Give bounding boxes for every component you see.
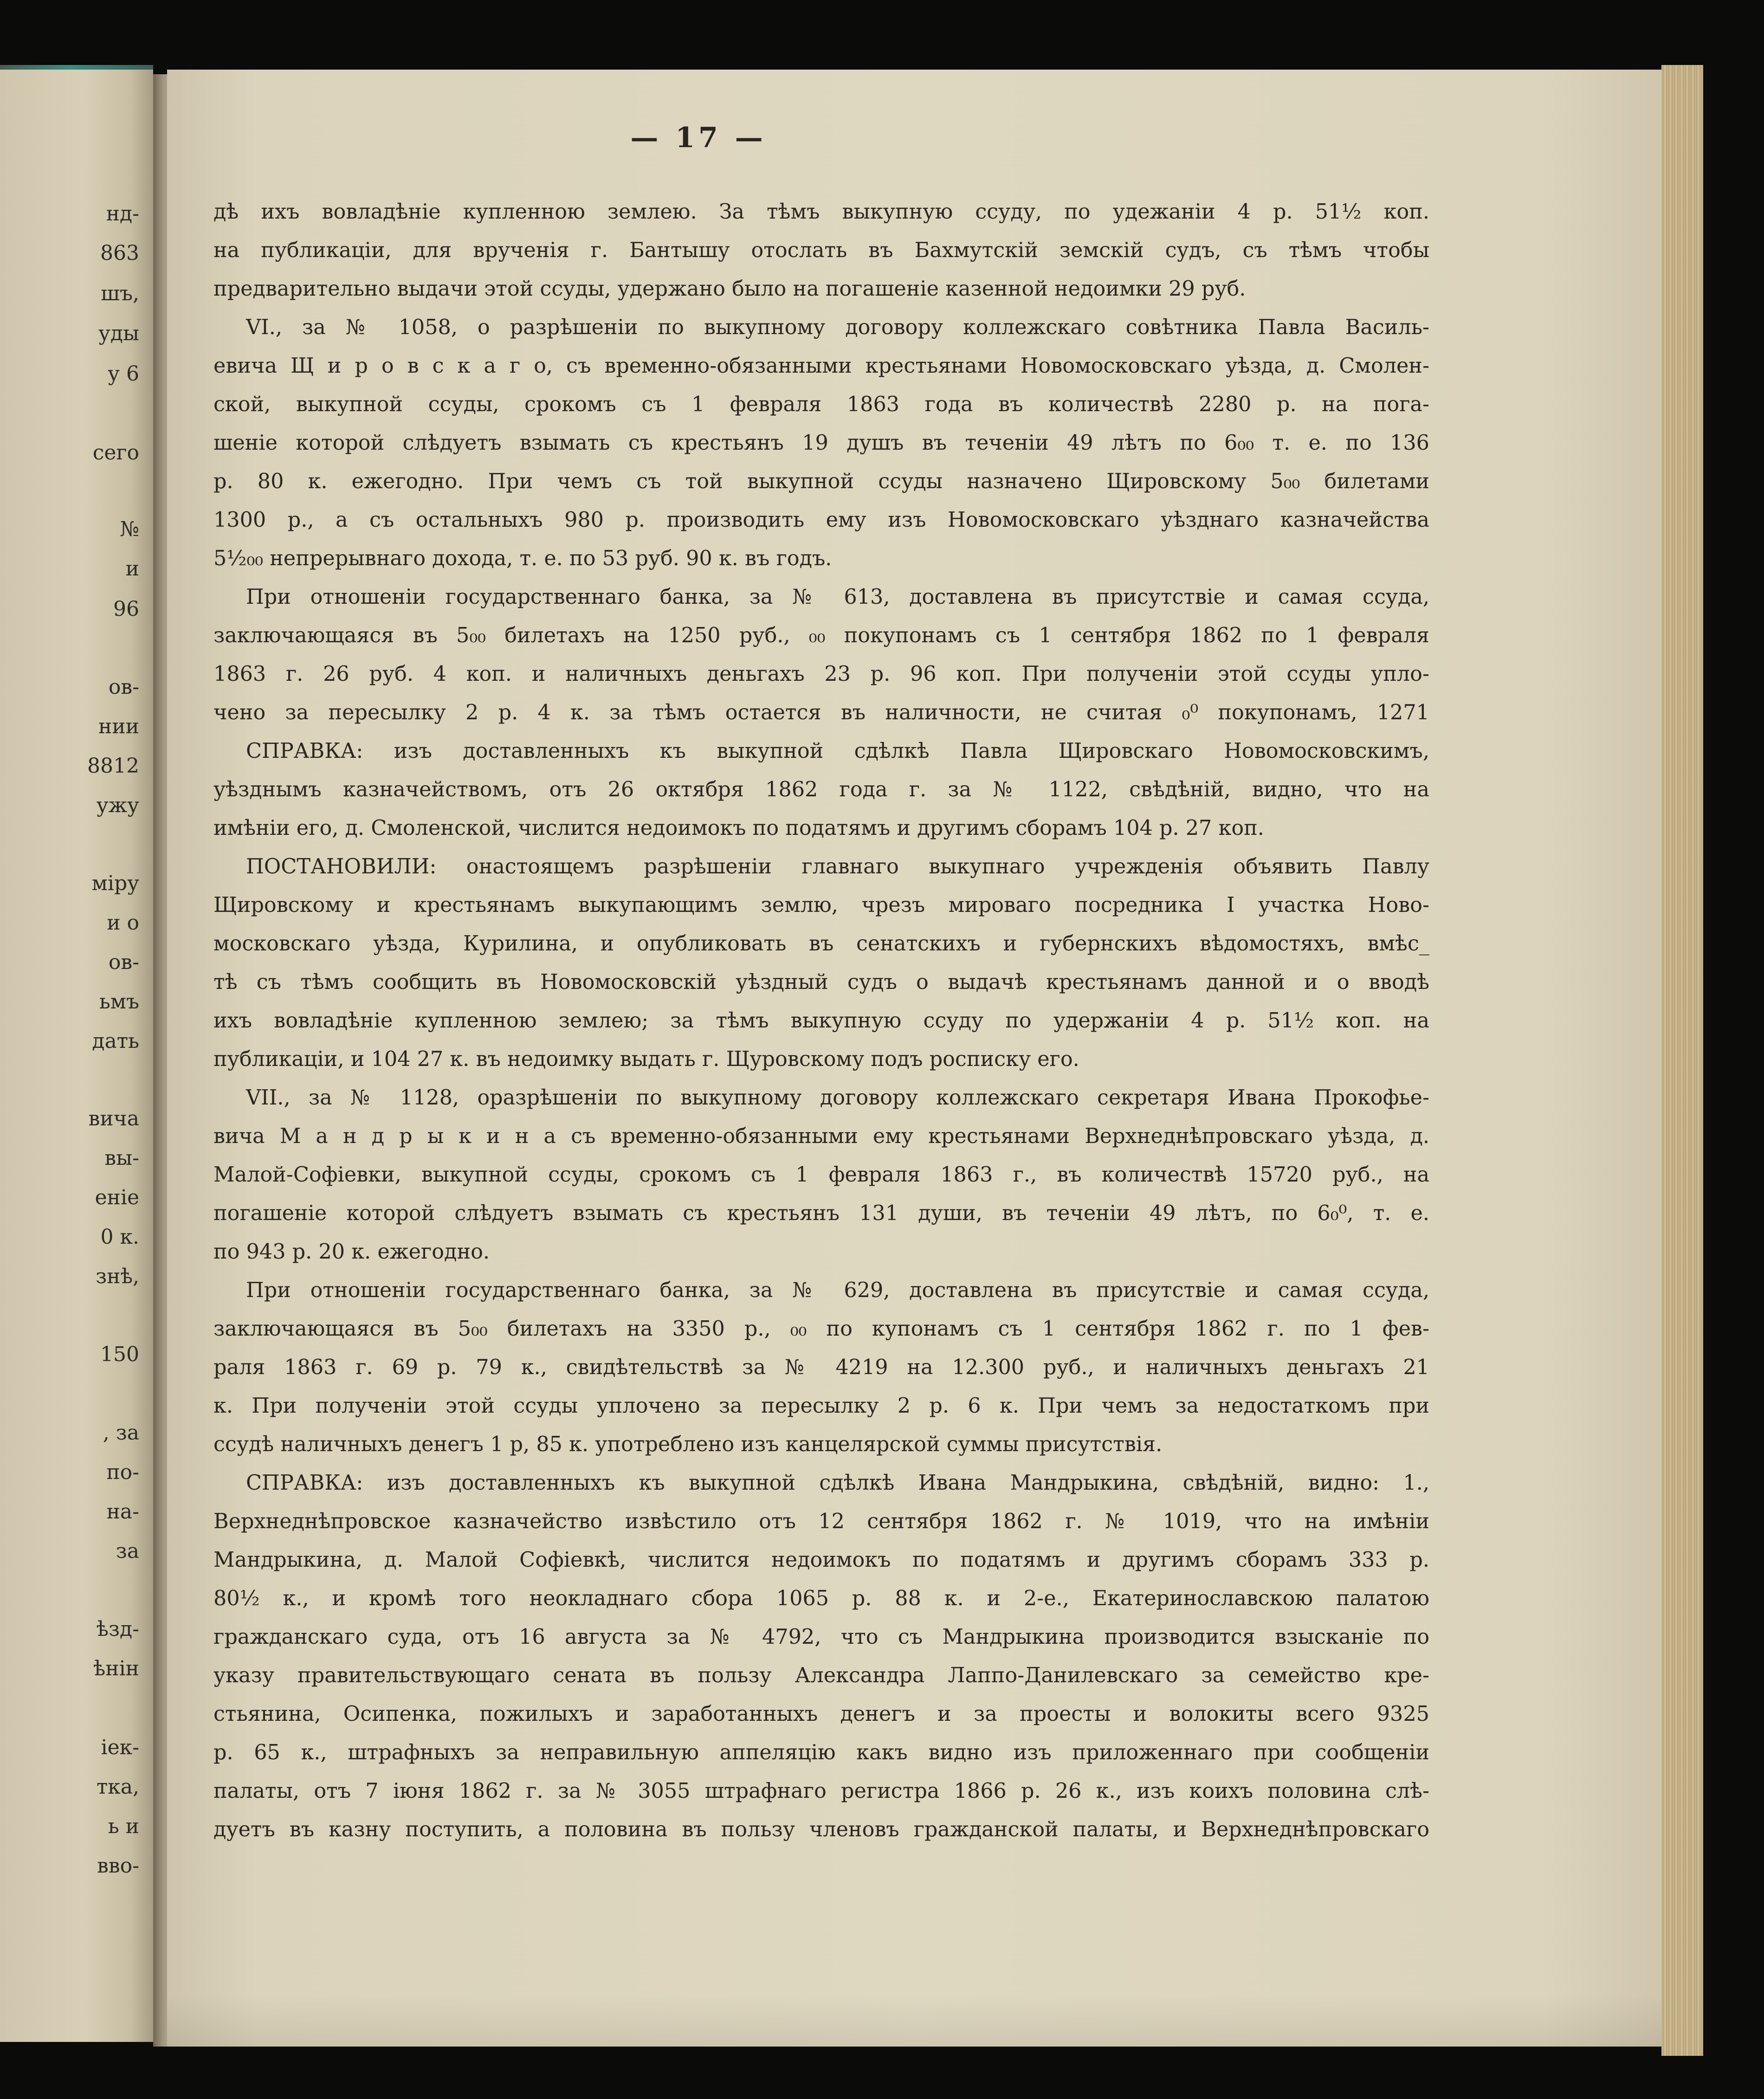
left-page-fragment: ѣнін — [93, 1657, 139, 1680]
left-page-fragment: 8812 — [87, 754, 139, 778]
left-page-fragment: знѣ, — [96, 1265, 139, 1288]
left-page-fragment: ов- — [108, 950, 139, 974]
text-line: 1300 р., а съ остальныхъ 980 р. производить ему изъ Новомосковскаго уѣзднаго казначейства — [213, 508, 1429, 532]
text-line: шеніе которой слѣдуетъ взымать съ крестьянъ 19 душъ въ теченіи 49 лѣтъ по 6₀₀ т. е. по 136 — [213, 431, 1429, 455]
left-page-fragment: міру — [91, 872, 139, 895]
left-page-fragment: 96 — [113, 597, 139, 621]
left-page-fragment: еніе — [95, 1186, 139, 1209]
left-page-fragment: ужу — [96, 794, 139, 817]
left-page-fragment: и — [125, 557, 139, 581]
text-line: Малой-Софіевки, выкупной ссуды, срокомъ съ 1 февраля 1863 г., въ количествѣ 15720 руб., на — [213, 1163, 1429, 1187]
left-page-fragment: іек- — [101, 1736, 139, 1759]
page-edge-stack — [1661, 65, 1703, 2056]
text-line: ПОСТАНОВИЛИ: онастоящемъ разрѣшеніи главнаго выкупнаго учрежденія объявить Павлу — [246, 855, 1429, 878]
left-page-fragment: по- — [106, 1460, 139, 1484]
text-line: дѣ ихъ вовладѣніе купленною землею. За тѣмъ выкупную ссуду, по удежаніи 4 р. 51½ коп. — [213, 200, 1429, 224]
text-line: вича М а н д р ы к и н а съ временно-обязанными ему крестьянами Верхнеднѣпровскаго уѣзда, д. — [213, 1124, 1429, 1148]
left-page-fragment: тка, — [96, 1775, 139, 1799]
left-page-fragment: шъ, — [101, 282, 139, 305]
text-line: 1863 г. 26 руб. 4 коп. и наличныхъ деньгахъ 23 р. 96 коп. При полученіи этой ссуды упло- — [213, 662, 1429, 686]
left-page-fragment: за — [116, 1539, 139, 1563]
text-line: р. 80 к. ежегодно. При чемъ съ той выкупной ссуды назначено Щировскому 5₀₀ билетами — [213, 470, 1429, 493]
text-line: указу правительствующаго сената въ пользу Александра Лаппо-Данилевскаго за семейство кре- — [213, 1664, 1429, 1687]
left-page-fragment: ѣзд- — [96, 1617, 139, 1641]
left-page-fragment: вво- — [97, 1854, 139, 1878]
text-line: стьянина, Осипенка, пожилыхъ и заработанныхъ денегъ и за проесты и волокиты всего 9325 — [213, 1702, 1429, 1726]
text-line: VII., за № 1128, оразрѣшеніи по выкупному договору коллежскаго секретаря Ивана Прокофье- — [246, 1086, 1429, 1110]
text-line: предварительно выдачи этой ссуды, удержано было на погашеніе казенной недоимки 29 руб. — [213, 277, 1246, 301]
left-page-fragment: ов- — [108, 675, 139, 699]
left-page-fragment: № — [120, 517, 139, 541]
left-page-fragment: ь и — [108, 1815, 139, 1838]
left-page-fragment: вича — [88, 1107, 139, 1130]
text-line: уѣзднымъ казначействомъ, отъ 26 октября 1862 года г. за № 1122, свѣдѣній, видно, что на — [213, 778, 1429, 801]
text-line: Верхнеднѣпровское казначейство извѣстило отъ 12 сентября 1862 г. № 1019, что на имѣніи — [213, 1510, 1429, 1533]
text-line: на публикаціи, для врученія г. Бантышу отослать въ Бахмутскій земскій судъ, съ тѣмъ чтобы — [213, 239, 1429, 262]
left-page-fragment: нии — [98, 715, 139, 738]
text-line: При отношеніи государственнаго банка, за № 613, доставлена въ присутствіе и самая ссуда, — [246, 585, 1429, 609]
text-line: р. 65 к., штрафныхъ за неправильную аппеляцію какъ видно изъ приложеннаго при сообщеніи — [213, 1741, 1429, 1764]
left-page-fragment: и о — [107, 911, 139, 935]
text-line: публикаціи, и 104 27 к. въ недоимку выдать г. Щуровскому подъ росписку его. — [213, 1047, 1079, 1071]
left-page-fragment: уды — [98, 322, 139, 345]
text-line: раля 1863 г. 69 р. 79 к., свидѣтельствѣ за № 4219 на 12.300 руб., и наличныхъ деньгахъ 21 — [213, 1356, 1429, 1379]
text-line: Мандрыкина, д. Малой Софіевкѣ, числится недоимокъ по податямъ и другимъ сборамъ 333 р. — [213, 1548, 1429, 1572]
left-page-fragment: вы- — [104, 1146, 139, 1170]
left-page-fragment: дать — [92, 1029, 139, 1053]
text-line: чено за пересылку 2 р. 4 к. за тѣмъ остается въ наличности, не считая ₀⁰ покупонамъ, 1271 — [213, 701, 1429, 724]
left-page-fragment: , за — [103, 1421, 139, 1445]
left-page-fragment: сего — [92, 441, 139, 465]
left-page-fragment: 0 к. — [100, 1225, 139, 1249]
text-line: заключающаяся въ 5₀₀ билетахъ на 3350 р., ₀₀ по купонамъ съ 1 сентября 1862 г. по 1 фев- — [213, 1317, 1429, 1341]
text-line: тѣ съ тѣмъ сообщить въ Новомосковскій уѣздный судъ о выдачѣ крестьянамъ данной и о вводѣ — [213, 970, 1429, 994]
text-line: к. При полученіи этой ссуды уплочено за пересылку 2 р. 6 к. При чемъ за недостаткомъ при — [213, 1394, 1429, 1418]
text-line: 80½ к., и кромѣ того неокладнаго сбора 1065 р. 88 к. и 2-е., Екатеринославскою палатою — [213, 1587, 1429, 1610]
page-bottom-shade — [167, 1996, 1661, 2047]
text-line: заключающаяся въ 5₀₀ билетахъ на 1250 руб., ₀₀ покупонамъ съ 1 сентября 1862 по 1 февраля — [213, 624, 1429, 647]
text-line: ссудѣ наличныхъ денегъ 1 р, 85 к. употреблено изъ канцелярской суммы присутствія. — [213, 1433, 1163, 1456]
text-line: СПРАВКА: изъ доставленныхъ къ выкупной сдѣлкѣ Павла Щировскаго Новомосковскимъ, — [246, 739, 1429, 763]
left-page-fragment: 150 — [100, 1343, 139, 1366]
left-page-fragment: нд- — [106, 202, 139, 226]
left-page-fragment: на- — [106, 1500, 139, 1524]
left-page-fragment: 863 — [100, 241, 139, 265]
text-line: При отношеніи государственнаго банка, за № 629, доставлена въ присутствіе и самая ссуда, — [246, 1279, 1429, 1302]
text-line: VI., за № 1058, о разрѣшеніи по выкупному договору коллежскаго совѣтника Павла Василь- — [246, 316, 1429, 339]
text-line: палаты, отъ 7 іюня 1862 г. за № 3055 штрафнаго регистра 1866 р. 26 к., изъ коихъ половина слѣ- — [213, 1779, 1429, 1803]
text-line: гражданскаго суда, отъ 16 августа за № 4792, что съ Мандрыкина производится взысканіе по — [213, 1625, 1429, 1649]
text-line: СПРАВКА: изъ доставленныхъ къ выкупной сдѣлкѣ Ивана Мандрыкина, свѣдѣній, видно: 1., — [246, 1471, 1429, 1495]
text-line: ихъ вовладѣніе купленною землею; за тѣмъ выкупную ссуду по удержаніи 4 р. 51½ коп. на — [213, 1009, 1429, 1033]
text-line: погашеніе которой слѣдуетъ взымать съ крестьянъ 131 души, въ теченіи 49 лѣтъ, по 6₀⁰, т. е. — [213, 1201, 1429, 1225]
text-line: 5½₀₀ непрерывнаго дохода, т. е. по 53 руб. 90 к. въ годъ. — [213, 547, 832, 570]
text-line: дуетъ въ казну поступить, а половина въ пользу членовъ гражданской палаты, и Верхнеднѣпровскаго — [213, 1818, 1429, 1841]
left-page-fragment: ьмъ — [99, 990, 139, 1014]
text-line: евича Щ и р о в с к а г о, съ временно-обязанными крестьянами Новомосковскаго уѣзда, д. Смолен- — [213, 354, 1429, 378]
text-line: ской, выкупной ссуды, срокомъ съ 1 февраля 1863 года въ количествѣ 2280 р. на пога- — [213, 393, 1429, 416]
text-line: Щировскому и крестьянамъ выкупающимъ землю, чрезъ мироваго посредника I участка Ново- — [213, 893, 1429, 917]
text-line: московскаго уѣзда, Курилина, и опубликовать въ сенатскихъ и губернскихъ вѣдомостяхъ, вмѣс_ — [213, 932, 1429, 956]
text-line: по 943 р. 20 к. ежегодно. — [213, 1240, 490, 1264]
left-page-fragment: у 6 — [108, 362, 139, 386]
page-body-text — [213, 193, 1429, 1849]
page-number: — 17 — — [630, 122, 767, 154]
text-line: имѣніи его, д. Смоленской, числится недоимокъ по податямъ и другимъ сборамъ 104 р. 27 коп. — [213, 816, 1264, 840]
